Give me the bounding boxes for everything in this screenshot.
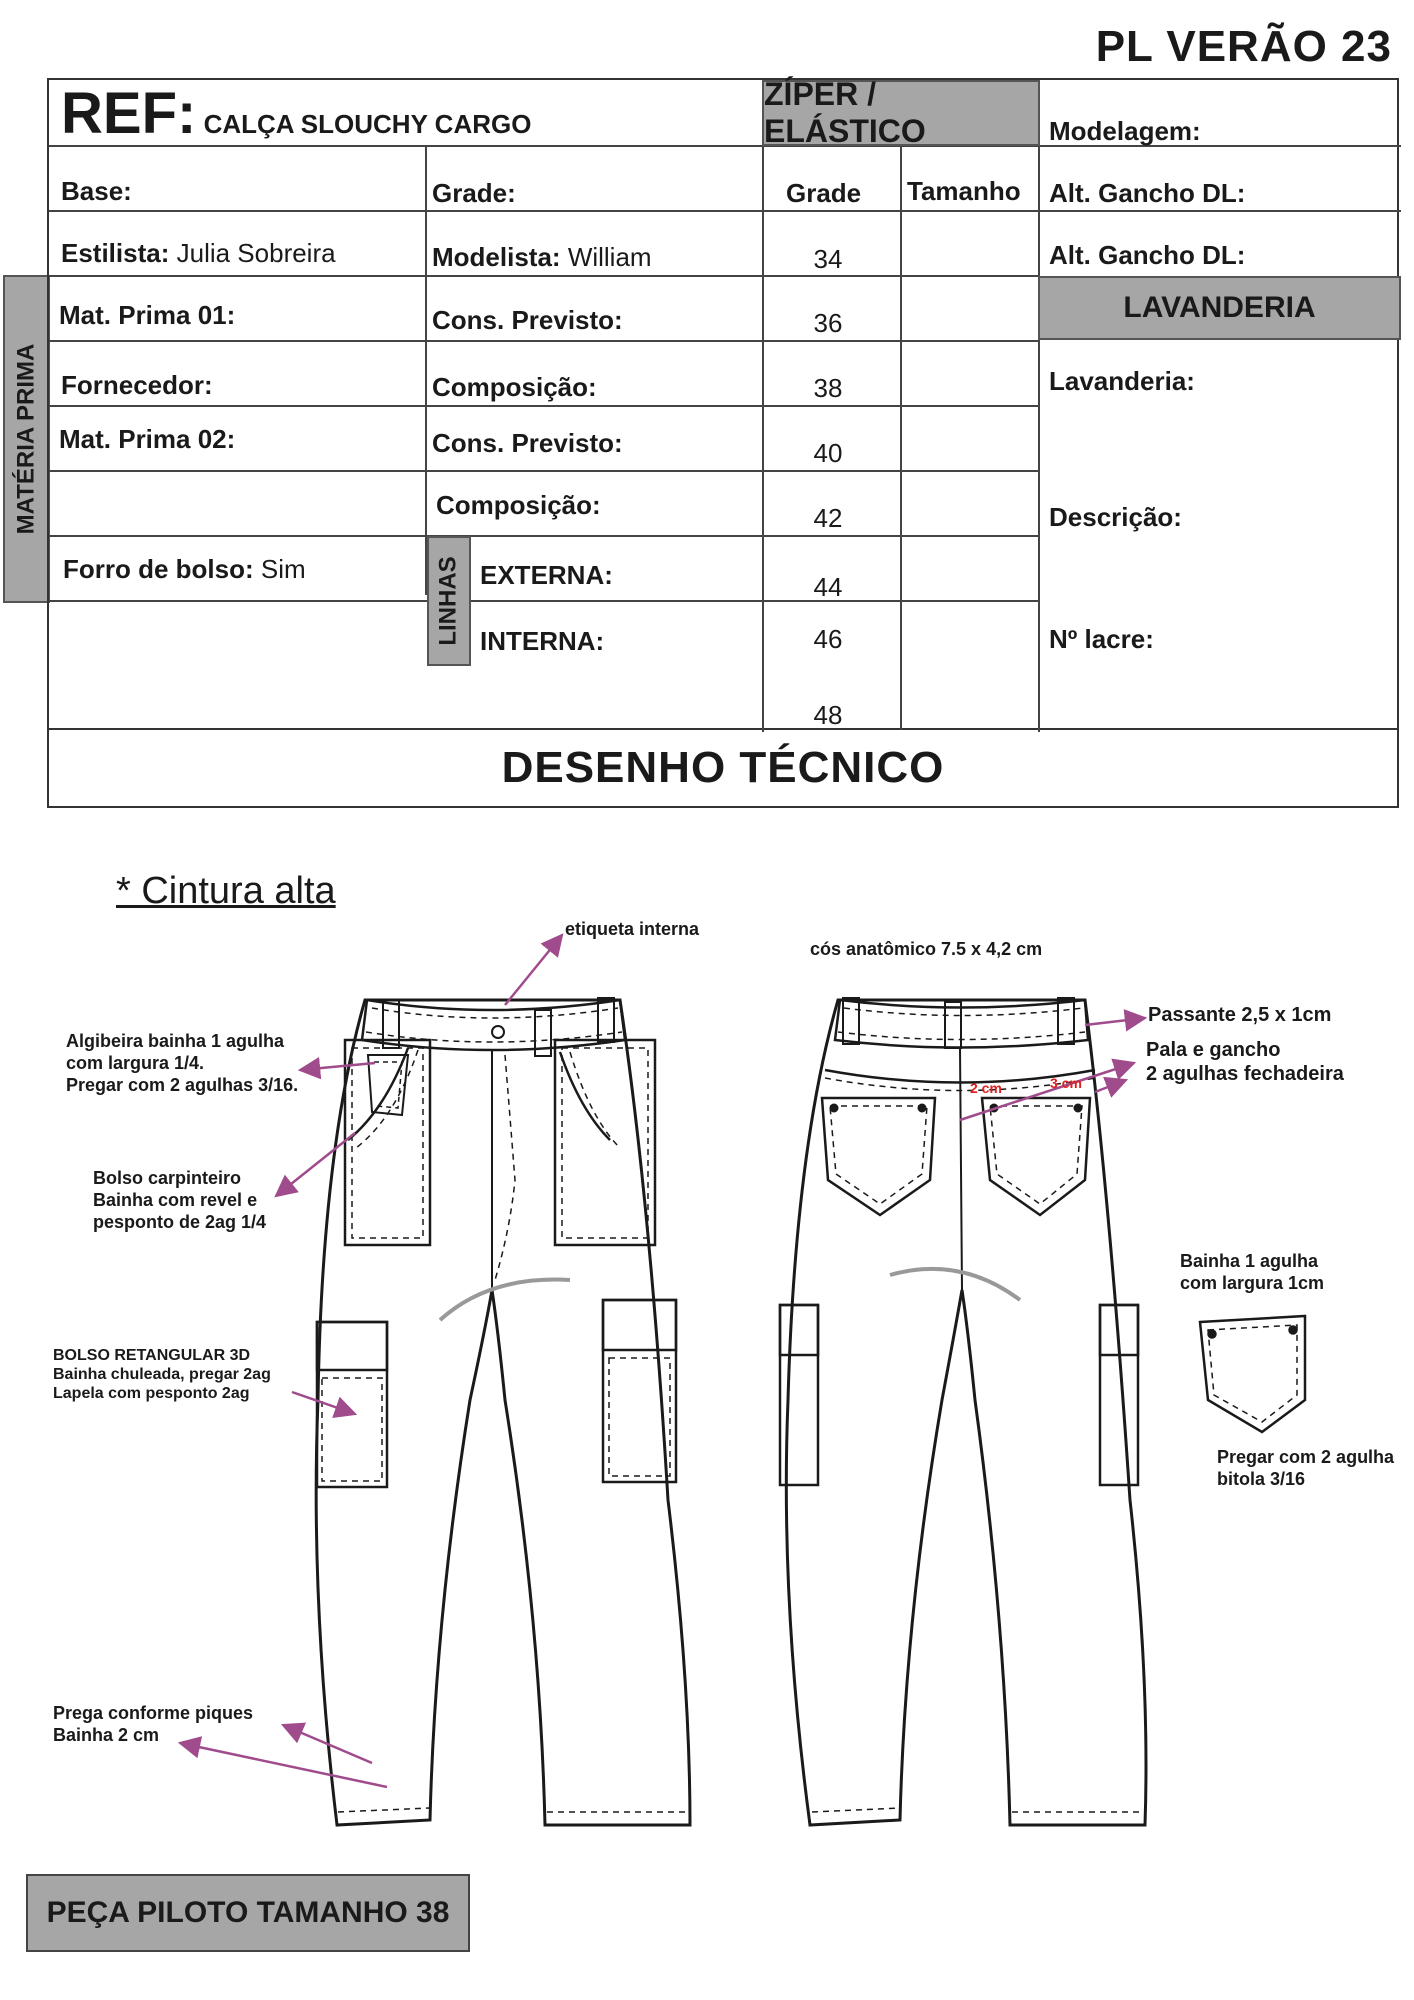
measure-2cm: 2 cm <box>970 1080 1002 1096</box>
bainha-bolso-line-2: com largura 1cm <box>1180 1273 1325 1293</box>
bainha-bolso-note <box>1180 1250 1324 1294</box>
descricao-label: Descrição: <box>1049 502 1182 532</box>
pregar-bolso-line-1: Pregar com 2 agulha <box>1217 1447 1395 1467</box>
fornecedor-label: Fornecedor: <box>61 370 213 400</box>
pregar-bolso-note <box>1217 1446 1394 1490</box>
size-46: 46 <box>813 624 843 654</box>
algibeira-line-3: Pregar com 2 agulhas 3/16. <box>66 1075 299 1095</box>
yoke-measure-marks <box>970 1075 1082 1096</box>
alt-gancho-label-1: Alt. Gancho DL: <box>1049 178 1246 208</box>
etiqueta-note: etiqueta interna <box>565 919 700 939</box>
bolso-carpinteiro-line-2: Bainha com revel e <box>93 1190 258 1210</box>
forro-label: Forro de bolso: <box>63 554 254 584</box>
ref-label: REF: <box>61 81 197 146</box>
bolso-carpinteiro-line-1: Bolso carpinteiro <box>93 1168 242 1188</box>
lavanderia-field-label: Lavanderia: <box>1049 366 1195 396</box>
base-label: Base: <box>61 176 132 206</box>
size-38: 38 <box>813 373 843 403</box>
ref-value: CALÇA SLOUCHY CARGO <box>203 109 532 139</box>
grade-column-header: Grade <box>786 178 862 208</box>
prega-note <box>53 1702 253 1746</box>
prega-line-2: Bainha 2 cm <box>53 1725 160 1745</box>
cos-note: cós anatômico 7.5 x 4,2 cm <box>810 939 1043 959</box>
size-34: 34 <box>813 244 843 274</box>
cintura-note: * Cintura alta <box>116 870 336 912</box>
measure-3cm: 3 cm <box>1050 1075 1082 1091</box>
grade-label: Grade: <box>432 178 516 208</box>
pala-line-1: Pala e gancho <box>1146 1039 1281 1061</box>
materia-prima-label: MATÉRIA PRIMA <box>12 343 40 535</box>
linhas-label: LINHAS <box>435 556 462 646</box>
bolso-retangular-line-2: Bainha chuleada, pregar 2ag <box>53 1366 271 1383</box>
alt-gancho-label-2: Alt. Gancho DL: <box>1049 240 1246 270</box>
composicao-1-label: Composição: <box>432 372 597 402</box>
front-pants-drawing <box>316 998 690 1825</box>
size-36: 36 <box>813 308 843 338</box>
algibeira-line-2: com largura 1/4. <box>66 1053 205 1073</box>
mat-prima-01-label: Mat. Prima 01: <box>59 300 236 330</box>
lacre-label: Nº lacre: <box>1049 624 1154 654</box>
tamanho-column-header: Tamanho <box>907 176 1021 206</box>
bolso-retangular-note <box>53 1346 271 1403</box>
bolso-carpinteiro-line-3: pesponto de 2ag 1/4 <box>93 1212 267 1232</box>
algibeira-note <box>66 1030 298 1096</box>
pocket-detail-drawing <box>1200 1316 1305 1432</box>
collection-title: PL VERÃO 23 <box>1095 22 1392 71</box>
bolso-retangular-line-1: BOLSO RETANGULAR 3D <box>53 1347 251 1364</box>
size-42: 42 <box>813 503 843 533</box>
passante-note: Passante 2,5 x 1cm <box>1148 1004 1332 1026</box>
back-pants-drawing <box>780 998 1146 1825</box>
size-44: 44 <box>813 572 843 602</box>
forro-value: Sim <box>260 554 306 584</box>
lavanderia-header-label: LAVANDERIA <box>1123 291 1316 324</box>
bainha-bolso-line-1: Bainha 1 agulha <box>1180 1251 1319 1271</box>
estilista-label: Estilista: <box>61 238 170 268</box>
bolso-carpinteiro-note <box>93 1167 266 1233</box>
pala-line-2: 2 agulhas fechadeira <box>1146 1063 1344 1085</box>
externa-label: EXTERNA: <box>480 560 613 590</box>
size-40: 40 <box>813 438 843 468</box>
modelagem-label: Modelagem: <box>1049 116 1201 146</box>
cons-previsto-1-label: Cons. Previsto: <box>432 305 623 335</box>
composicao-2-label: Composição: <box>436 490 601 520</box>
size-48: 48 <box>813 700 843 730</box>
desenho-tecnico-heading: DESENHO TÉCNICO <box>47 730 1399 808</box>
bolso-retangular-line-3: Lapela com pesponto 2ag <box>53 1385 250 1402</box>
cons-previsto-2-label: Cons. Previsto: <box>432 428 623 458</box>
peca-piloto-badge: PEÇA PILOTO TAMANHO 38 <box>26 1874 470 1952</box>
mat-prima-02-label: Mat. Prima 02: <box>59 424 236 454</box>
algibeira-line-1: Algibeira bainha 1 agulha <box>66 1031 285 1051</box>
estilista-value: Julia Sobreira <box>176 238 336 268</box>
ziper-elastico-label: ZÍPER / ELÁSTICO <box>764 76 926 149</box>
interna-label: INTERNA: <box>480 626 605 656</box>
modelista-value: William <box>567 242 652 272</box>
pala-note <box>1146 1038 1344 1086</box>
modelista-label: Modelista: <box>432 242 561 272</box>
prega-line-1: Prega conforme piques <box>53 1703 254 1723</box>
annotation-arrows <box>180 935 1145 1787</box>
pregar-bolso-line-2: bitola 3/16 <box>1217 1469 1306 1489</box>
